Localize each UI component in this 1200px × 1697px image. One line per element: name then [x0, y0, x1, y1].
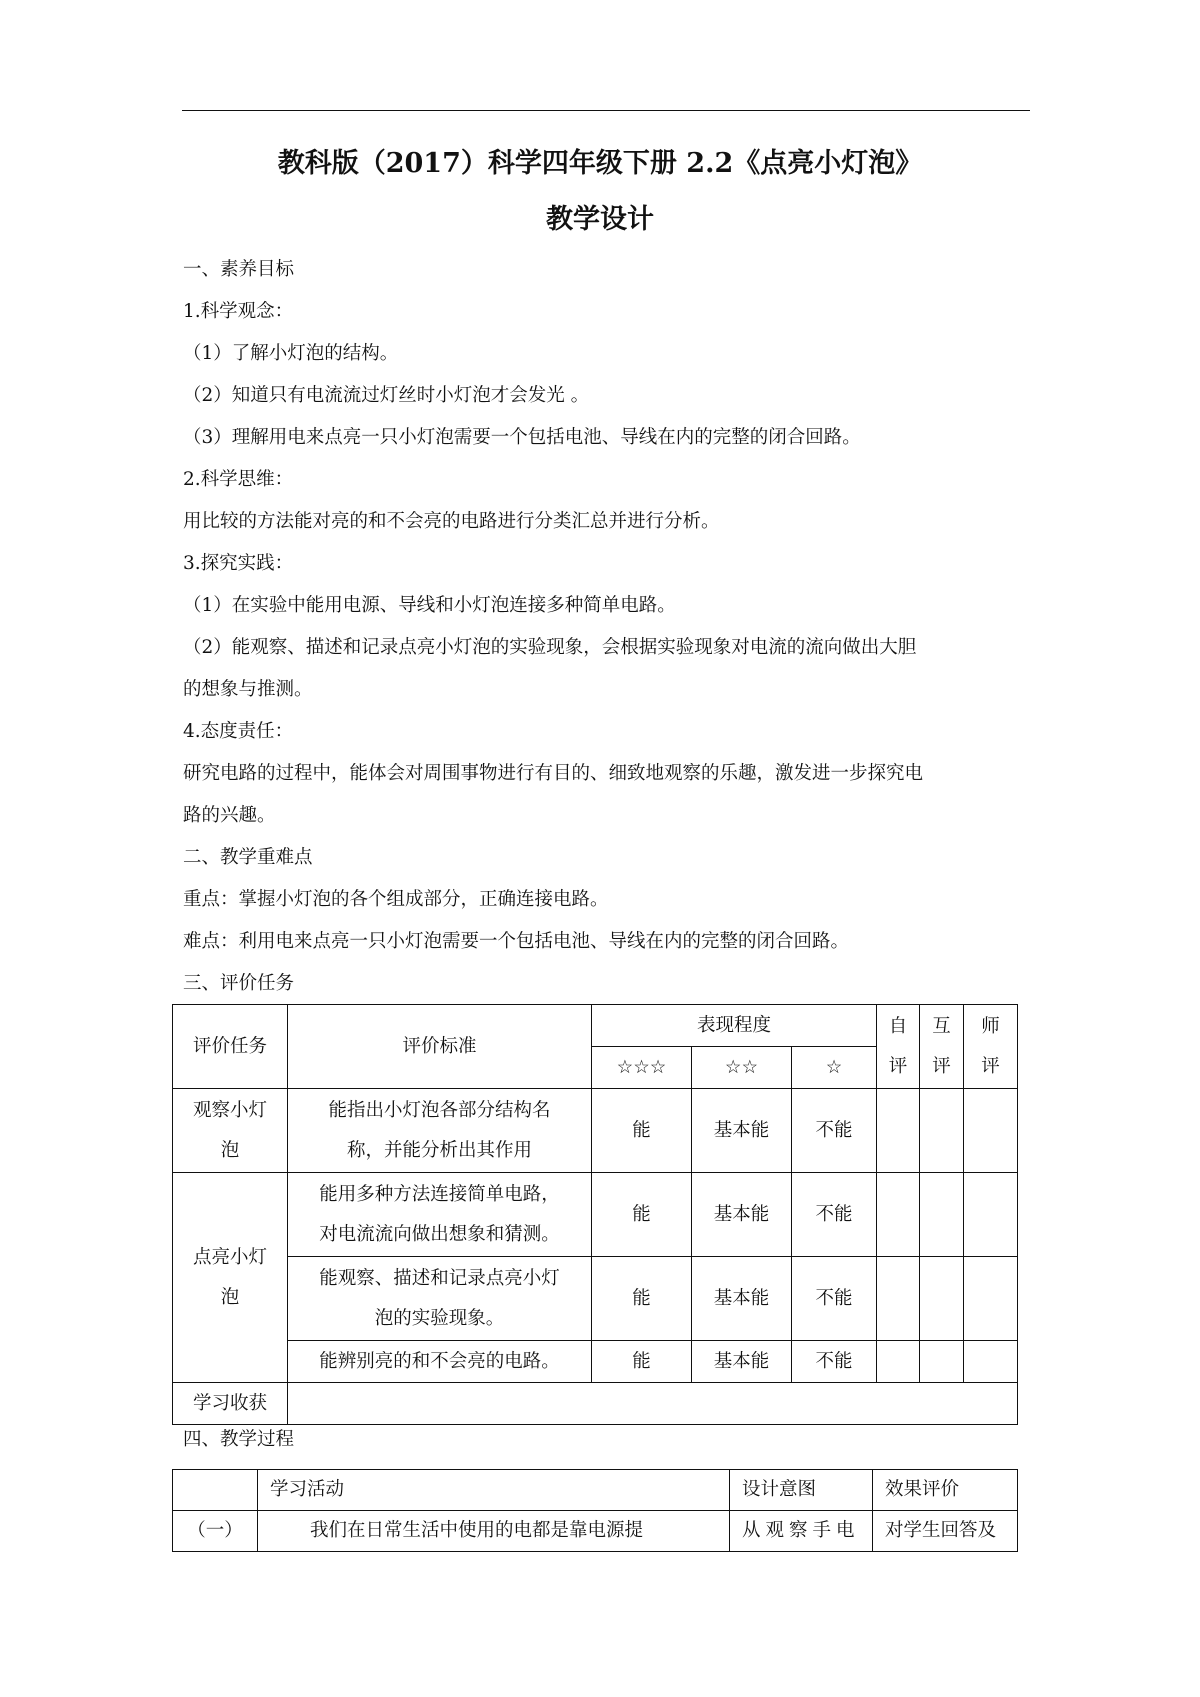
subheading-concept: 1.科学观念：: [183, 301, 294, 322]
task-light-bulb: 点亮小灯 泡: [173, 1173, 288, 1383]
peer-eval-cell: [920, 1257, 964, 1341]
process-step-label: （一）: [173, 1511, 258, 1552]
paragraph: （2）知道只有电流流过灯丝时小灯泡才会发光 。: [183, 385, 590, 406]
process-table: [172, 1469, 1018, 1552]
paragraph: 研究电路的过程中，能体会对周围事物进行有目的、细致地观察的乐趣，激发进一步探究电: [183, 763, 924, 784]
process-header-blank: [173, 1470, 258, 1511]
section-heading-process: 四、教学过程: [183, 1429, 295, 1450]
peer-eval-cell: [920, 1173, 964, 1257]
process-effect-cell: 对学生回答及: [873, 1511, 1018, 1552]
self-eval-cell: [877, 1089, 920, 1173]
document-subtitle: 教学设计: [546, 204, 654, 235]
section-heading-keypoints: 二、教学重难点: [183, 847, 313, 868]
header-teacher-eval: 师 评: [964, 1005, 1018, 1089]
header-rule: [182, 110, 1030, 111]
peer-eval-cell: [920, 1089, 964, 1173]
paragraph: （3）理解用电来点亮一只小灯泡需要一个包括电池、导线在内的完整的闭合回路。: [183, 427, 861, 448]
teacher-eval-cell: [964, 1257, 1018, 1341]
harvest-content: [288, 1383, 1018, 1425]
section-heading-goals: 一、素养目标: [183, 259, 295, 280]
level-high: 能: [592, 1089, 692, 1173]
level-mid: 基本能: [692, 1089, 792, 1173]
level-mid: 基本能: [692, 1257, 792, 1341]
task-observe-bulb: 观察小灯 泡: [173, 1089, 288, 1173]
subheading-thinking: 2.科学思维：: [183, 469, 294, 490]
header-stars-1: ☆: [792, 1047, 877, 1089]
paragraph: 用比较的方法能对亮的和不会亮的电路进行分类汇总并进行分析。: [183, 511, 720, 532]
paragraph: （1）在实验中能用电源、导线和小灯泡连接多种简单电路。: [183, 595, 676, 616]
document-title: 教科版（2017）科学四年级下册 2.2《点亮小灯泡》: [277, 148, 923, 179]
standard-cell: 能用多种方法连接简单电路， 对电流流向做出想象和猜测。: [288, 1173, 592, 1257]
level-mid: 基本能: [692, 1341, 792, 1383]
header-activity: 学习活动: [258, 1470, 730, 1511]
header-effect: 效果评价: [873, 1470, 1018, 1511]
level-high: 能: [592, 1257, 692, 1341]
header-standard: 评价标准: [288, 1005, 592, 1089]
process-intent-cell: 从观察手电: [730, 1511, 873, 1552]
process-activity-cell: 我们在日常生活中使用的电都是靠电源提: [258, 1511, 730, 1552]
header-stars-3: ☆☆☆: [592, 1047, 692, 1089]
standard-cell: 能指出小灯泡各部分结构名 称，并能分析出其作用: [288, 1089, 592, 1173]
level-low: 不能: [792, 1173, 877, 1257]
teacher-eval-cell: [964, 1341, 1018, 1383]
subheading-attitude: 4.态度责任：: [183, 721, 294, 742]
self-eval-cell: [877, 1341, 920, 1383]
header-self-eval: 自 评: [877, 1005, 920, 1089]
self-eval-cell: [877, 1257, 920, 1341]
level-high: 能: [592, 1173, 692, 1257]
paragraph: （2）能观察、描述和记录点亮小灯泡的实验现象，会根据实验现象对电流的流向做出大胆: [183, 637, 917, 658]
level-low: 不能: [792, 1089, 877, 1173]
level-high: 能: [592, 1341, 692, 1383]
header-level: 表现程度: [592, 1005, 877, 1047]
peer-eval-cell: [920, 1341, 964, 1383]
subheading-practice: 3.探究实践：: [183, 553, 294, 574]
paragraph: 的想象与推测。: [183, 679, 313, 700]
level-mid: 基本能: [692, 1173, 792, 1257]
teacher-eval-cell: [964, 1173, 1018, 1257]
level-low: 不能: [792, 1257, 877, 1341]
teacher-eval-cell: [964, 1089, 1018, 1173]
self-eval-cell: [877, 1173, 920, 1257]
section-heading-evaluation: 三、评价任务: [183, 973, 295, 994]
paragraph: 重点：掌握小灯泡的各个组成部分，正确连接电路。: [183, 889, 609, 910]
paragraph: 难点：利用电来点亮一只小灯泡需要一个包括电池、导线在内的完整的闭合回路。: [183, 931, 850, 952]
header-task: 评价任务: [173, 1005, 288, 1089]
paragraph: （1）了解小灯泡的结构。: [183, 343, 399, 364]
level-low: 不能: [792, 1341, 877, 1383]
header-peer-eval: 互 评: [920, 1005, 964, 1089]
header-stars-2: ☆☆: [692, 1047, 792, 1089]
evaluation-table: [172, 1004, 1018, 1425]
standard-cell: 能观察、描述和记录点亮小灯 泡的实验现象。: [288, 1257, 592, 1341]
paragraph: 路的兴趣。: [183, 805, 276, 826]
harvest-label: 学习收获: [173, 1383, 288, 1425]
header-intent: 设计意图: [730, 1470, 873, 1511]
standard-cell: 能辨别亮的和不会亮的电路。: [288, 1341, 592, 1383]
